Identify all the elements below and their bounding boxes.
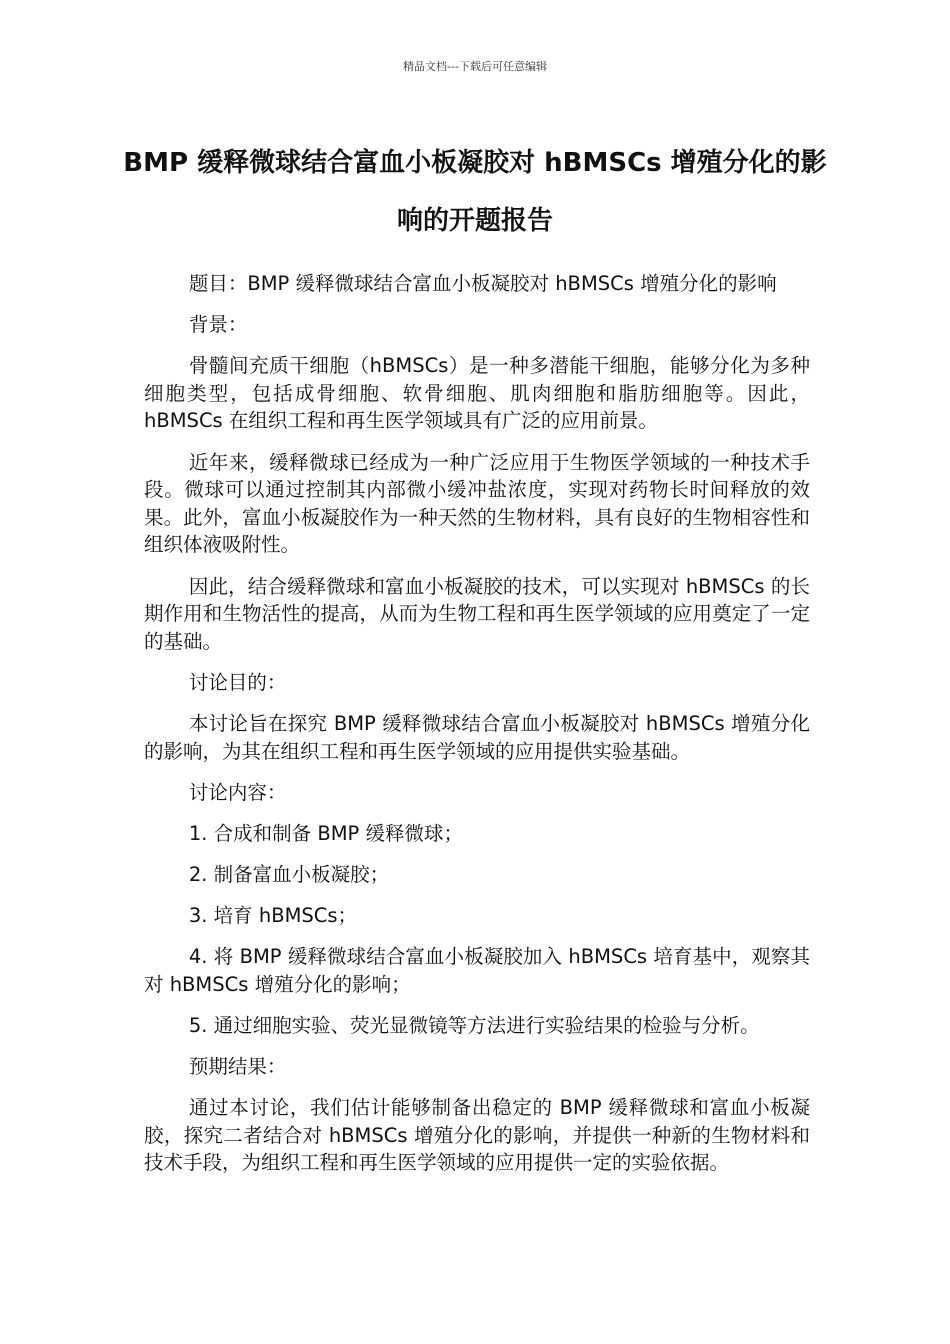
heading-objective: 讨论目的： [188,671,287,694]
heading-background: 背景： [188,313,248,336]
list-item: 5. 通过细胞实验、荧光显微镜等方法进行实验结果的检验与分析。 [188,1014,760,1037]
list-item: 2. 制备富血小板凝胶； [188,863,390,886]
list-item: 1. 合成和制备 BMP 缓释微球； [188,822,464,845]
heading-content: 讨论内容： [188,781,287,804]
document-body [144,270,810,1191]
paragraph-topic: 题目：BMP 缓释微球结合富血小板凝胶对 hBMSCs 增殖分化的影响 [188,272,777,295]
paragraph-background-1: 骨髓间充质干细胞（hBMSCs）是一种多潜能干细胞，能够分化为多种细胞类型，包括成骨细胞、软骨细胞、肌肉细胞和脂肪细胞等。因此，hBMSCs 在组织工程和再生医学领域具有广泛的应用前景。 [144,354,810,432]
document-title: BMP 缓释微球结合富血小板凝胶对 hBMSCs 增殖分化的影响的开题报告 [123,148,827,236]
paragraph-objective: 本讨论旨在探究 BMP 缓释微球结合富血小板凝胶对 hBMSCs 增殖分化的影响，为其在组织工程和再生医学领域的应用提供实验基础。 [144,712,810,763]
list-item: 4. 将 BMP 缓释微球结合富血小板凝胶加入 hBMSCs 培育基中，观察其对 hBMSCs 增殖分化的影响； [144,945,810,996]
paragraph-expected-results: 通过本讨论，我们估计能够制备出稳定的 BMP 缓释微球和富血小板凝胶，探究二者结合对 hBMSCs 增殖分化的影响，并提供一种新的生物材料和技术手段，为组织工程和再生医学领域的应用提供一定的实验依据。 [144,1096,810,1174]
paragraph-background-3: 因此，结合缓释微球和富血小板凝胶的技术，可以实现对 hBMSCs 的长期作用和生物活性的提高，从而为生物工程和再生医学领域的应用奠定了一定的基础。 [144,574,810,653]
header-note: 精品文档---下载后可任意编辑 [403,60,547,73]
heading-expected-results: 预期结果： [188,1055,287,1078]
list-item: 3. 培育 hBMSCs； [188,904,358,927]
paragraph-background-2: 近年来，缓释微球已经成为一种广泛应用于生物医学领域的一种技术手段。微球可以通过控制其内部微小缓冲盐浓度，实现对药物长时间释放的效果。此外，富血小板凝胶作为一种天然的生物材料，具有良好的生物相容性和组织体液吸附性。 [144,450,810,556]
